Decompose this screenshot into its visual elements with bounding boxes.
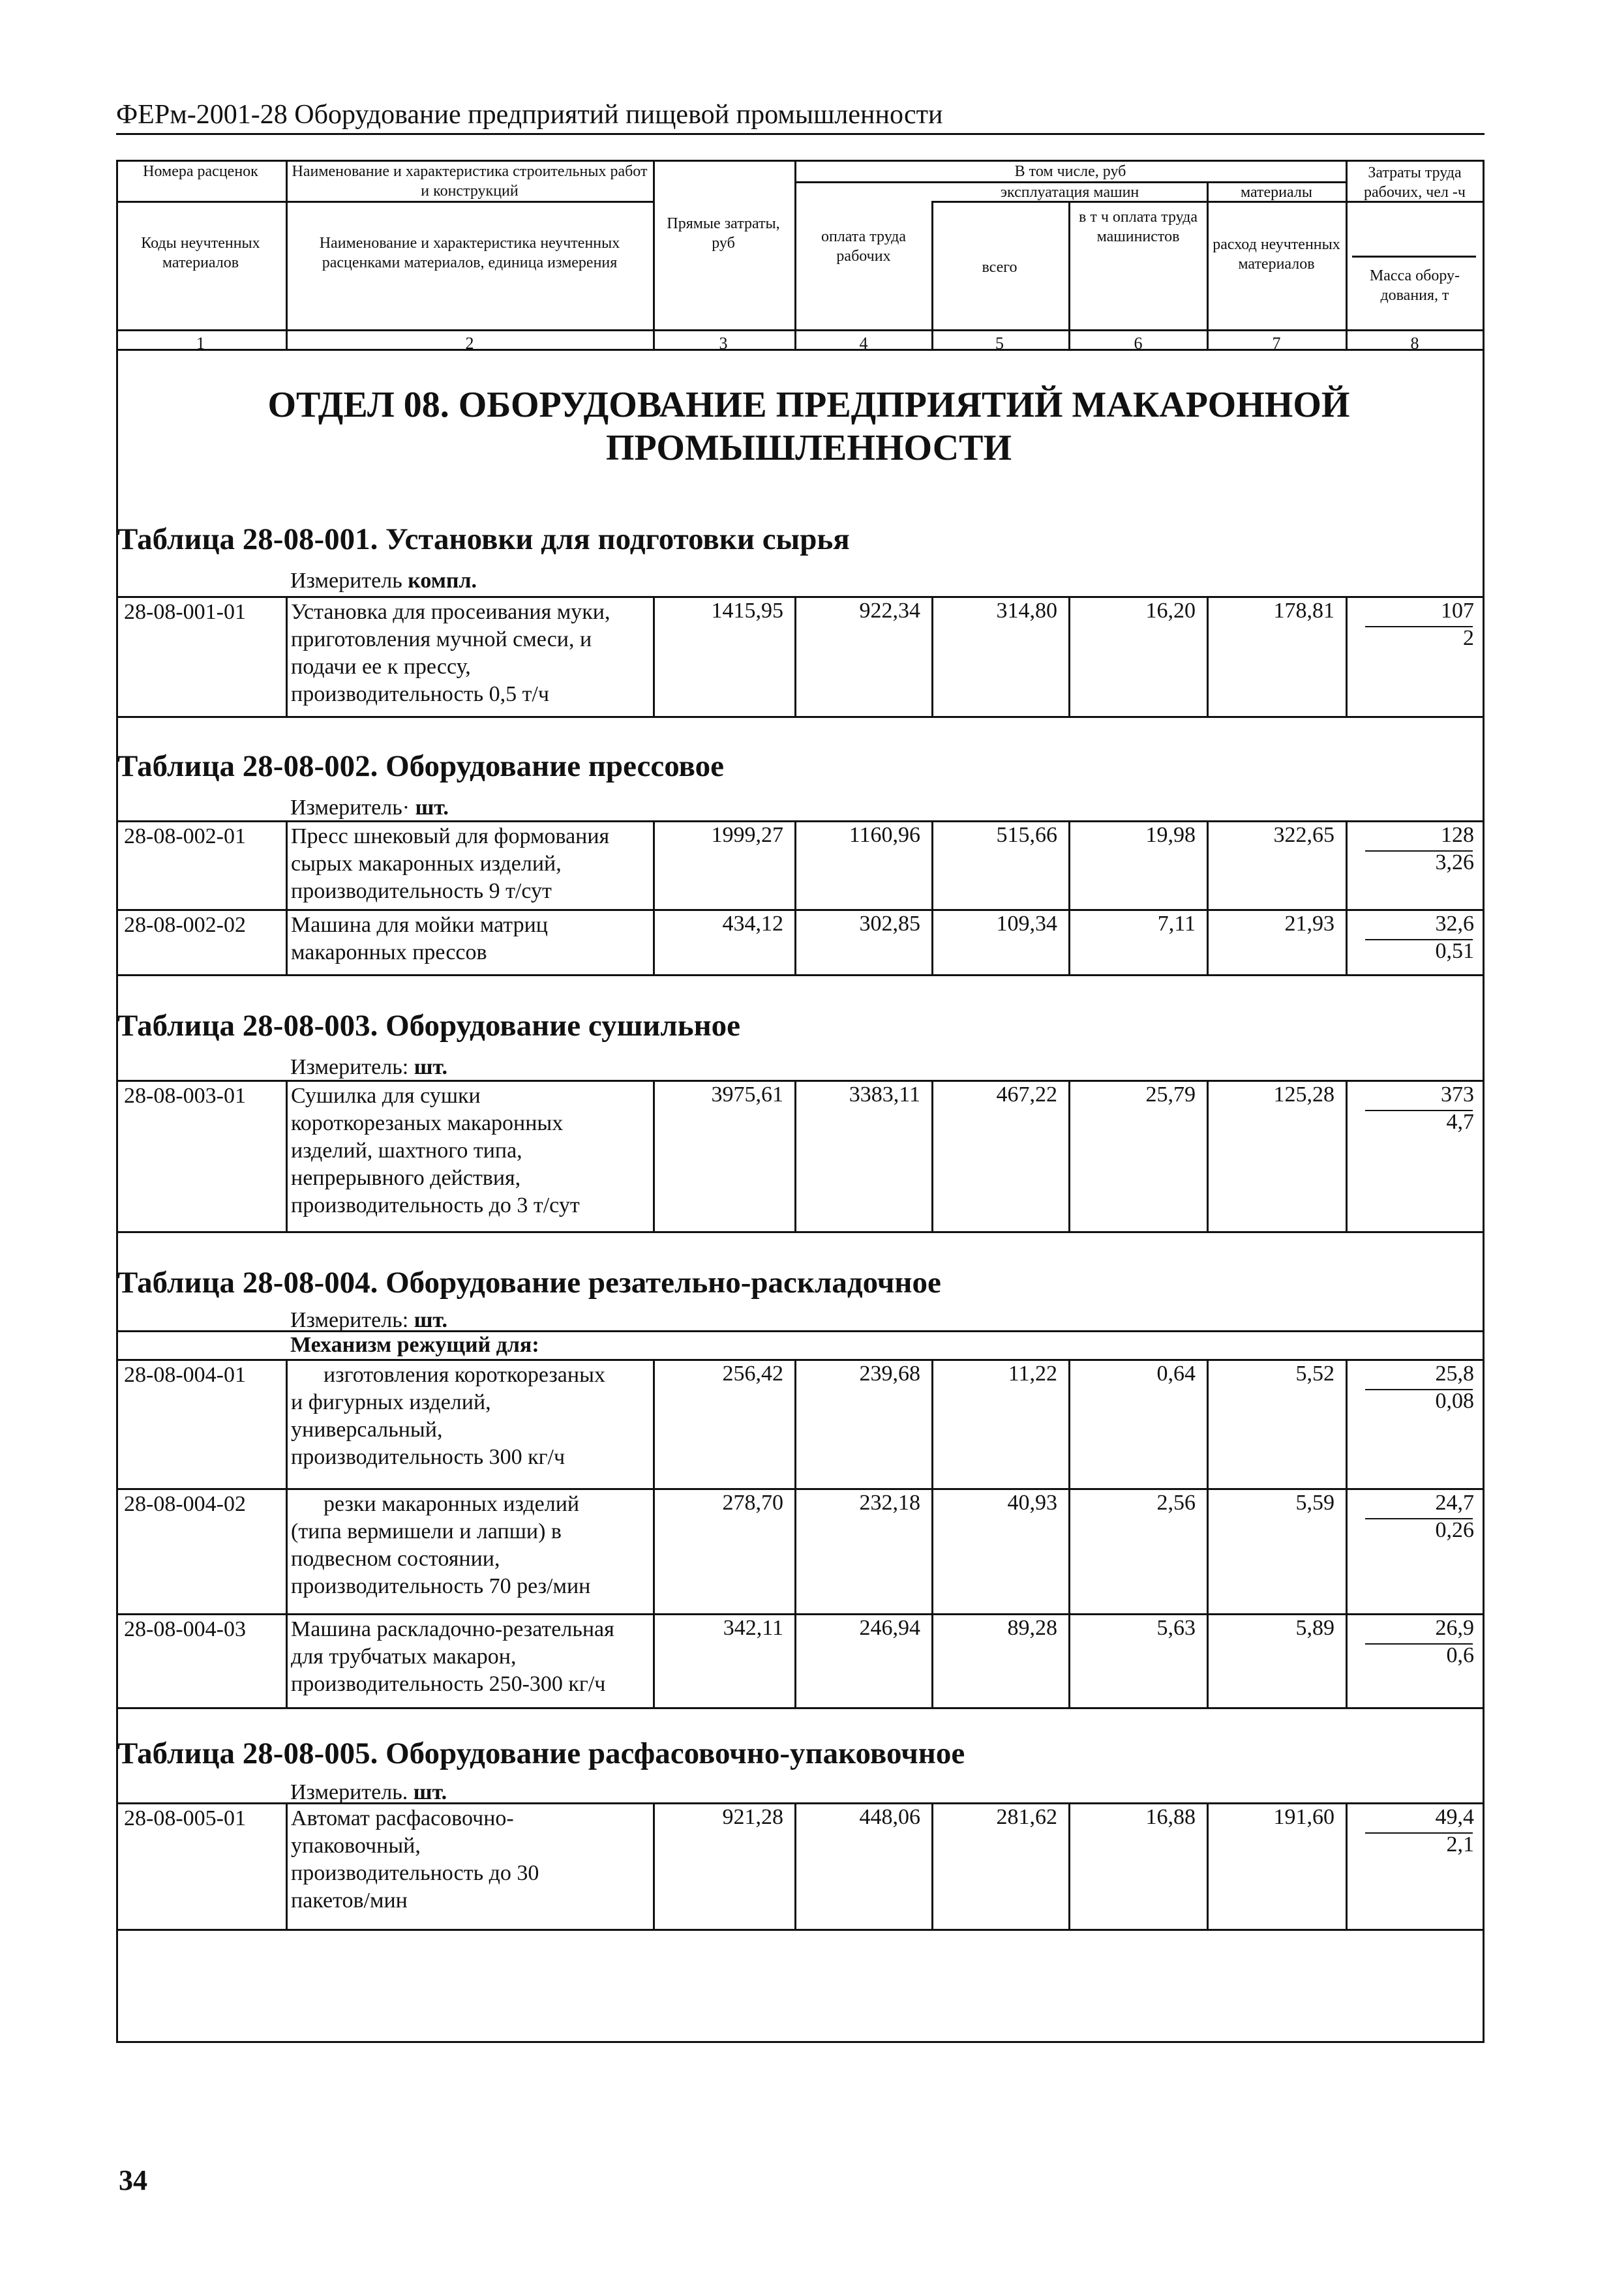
column-line	[1068, 1080, 1070, 1231]
header-mass: Масса обору-дования, т	[1369, 267, 1460, 304]
value-labor-hours: 49,4	[1435, 1805, 1474, 1829]
unit-value: шт.	[415, 796, 449, 820]
unit-label	[290, 1055, 447, 1080]
column-line	[1068, 1613, 1070, 1707]
col-number-5: 5	[995, 334, 1004, 353]
work-name-line: Пресс шнековый для формования	[291, 824, 610, 848]
value-mass: 3,26	[1435, 850, 1474, 874]
work-name-line: резки макаронных изделий	[324, 1492, 580, 1516]
value-mach: 11,22	[1008, 1362, 1057, 1386]
column-line	[286, 1802, 288, 1929]
value-mach: 314,80	[996, 599, 1057, 623]
value-direct: 921,28	[722, 1805, 783, 1829]
work-name-line: сырых макаронных изделий,	[291, 852, 562, 876]
value-labor: 246,94	[859, 1616, 920, 1640]
unit-label	[290, 1308, 447, 1333]
subheading: Механизм режущий для:	[290, 1333, 539, 1357]
value-mach-labor: 0,64	[1156, 1362, 1196, 1386]
table-title: Таблица 28-08-005. Оборудование расфасовочно-упаковочное	[117, 1737, 965, 1770]
value-materials: 322,65	[1273, 823, 1334, 847]
value-materials: 21,93	[1284, 912, 1334, 936]
value-labor: 448,06	[859, 1805, 920, 1829]
rule-line	[117, 596, 1483, 598]
work-name-line: подачи ее к прессу,	[291, 655, 471, 679]
work-name-line: производительность 0,5 т/ч	[291, 682, 549, 706]
column-line	[1346, 1080, 1348, 1231]
value-labor: 922,34	[859, 599, 920, 623]
value-labor-hours: 32,6	[1435, 912, 1474, 936]
column-line	[286, 1488, 288, 1613]
column-line	[794, 820, 796, 909]
work-name	[291, 912, 656, 966]
value-direct: 1415,95	[711, 599, 783, 623]
work-name-line: Автомат расфасовочно-	[291, 1806, 514, 1830]
value-materials: 191,60	[1273, 1805, 1334, 1829]
value-materials: 125,28	[1273, 1082, 1334, 1107]
value-labor-hours: 373	[1441, 1082, 1474, 1107]
page-header: ФЕРм-2001-28 Оборудование предприятий пищевой промышленности	[116, 98, 1485, 135]
work-name-line: производительность 70 рез/мин	[291, 1574, 591, 1598]
unit-caption: Измеритель:	[290, 1308, 414, 1332]
value-mass: 2	[1463, 626, 1474, 650]
unit-value: шт.	[414, 1055, 448, 1079]
work-name-line: короткорезаных макаронных	[291, 1111, 564, 1135]
rule-line	[117, 1231, 1483, 1233]
column-line	[1207, 1080, 1209, 1231]
column-line	[1207, 596, 1209, 716]
value-mass: 0,51	[1435, 939, 1474, 963]
work-name-line: и фигурных изделий,	[291, 1390, 491, 1414]
table-title: Таблица 28-08-003. Оборудование сушильное	[117, 1009, 741, 1043]
work-name	[291, 599, 656, 708]
value-mass: 0,08	[1435, 1389, 1474, 1413]
department-title: ОТДЕЛ 08. ОБОРУДОВАНИЕ ПРЕДПРИЯТИЙ МАКАРОННОЙ ПРОМЫШЛЕННОСТИ	[267, 385, 1350, 468]
work-name-line: макаронных прессов	[291, 940, 487, 964]
value-mach-labor: 25,79	[1145, 1082, 1196, 1107]
col-number-6: 6	[1134, 334, 1143, 353]
value-mach: 515,66	[996, 823, 1057, 847]
header-codes-bottom: Коды неучтенных материалов	[141, 235, 260, 271]
unit-caption: Измеритель	[290, 569, 408, 593]
column-line	[286, 1080, 288, 1231]
header-direct: Прямые затраты, руб	[667, 215, 780, 252]
rate-code: 28-08-002-01	[124, 824, 246, 848]
value-mach: 89,28	[1007, 1616, 1057, 1640]
value-materials: 5,52	[1295, 1362, 1334, 1386]
value-labor-hours: 24,7	[1435, 1491, 1474, 1515]
value-mach-labor: 19,98	[1145, 823, 1196, 847]
work-name-line: непрерывного действия,	[291, 1166, 521, 1190]
col-number-4: 4	[859, 334, 868, 353]
work-name	[291, 823, 656, 905]
rule-line	[117, 1613, 1483, 1615]
header-name-top: Наименование и характеристика строительных работ и конструкций	[292, 163, 648, 200]
work-name-line: пакетов/мин	[291, 1888, 408, 1913]
unit-caption: Измеритель.	[290, 1780, 414, 1804]
column-line	[1346, 909, 1348, 974]
value-mach-labor: 16,88	[1145, 1805, 1196, 1829]
col-number-3: 3	[719, 334, 728, 353]
column-line	[794, 909, 796, 974]
unit-caption: Измеритель·	[290, 796, 415, 820]
rule-line	[117, 329, 1483, 331]
work-name-line: Установка для просеивания муки,	[291, 600, 611, 624]
work-name-line: Машина раскладочно-резательная	[291, 1617, 614, 1641]
column-line	[1346, 1488, 1348, 1613]
unit-value: шт.	[413, 1780, 447, 1804]
unit-value: компл.	[408, 569, 477, 593]
work-name-line: производительность 250-300 кг/ч	[291, 1672, 606, 1696]
column-line	[931, 596, 933, 716]
column-line	[1068, 909, 1070, 974]
work-name-line: Машина для мойки матриц	[291, 913, 548, 937]
column-line	[1346, 596, 1348, 716]
column-line	[1068, 596, 1070, 716]
column-line	[1207, 909, 1209, 974]
table-title: Таблица 28-08-001. Установки для подготовки сырья	[117, 522, 850, 556]
header-materials: материалы	[1240, 184, 1312, 201]
header-codes-top: Номера расценок	[143, 163, 258, 180]
value-materials: 5,89	[1295, 1616, 1334, 1640]
column-line	[1068, 1359, 1070, 1488]
work-name-line: для трубчатых макарон,	[291, 1645, 517, 1669]
rate-code: 28-08-002-02	[124, 913, 246, 937]
value-mach: 467,22	[996, 1082, 1057, 1107]
value-mach-labor: 2,56	[1156, 1491, 1196, 1515]
column-line	[931, 909, 933, 974]
work-name-line: универсальный,	[291, 1418, 443, 1442]
rate-code: 28-08-005-01	[124, 1806, 246, 1830]
work-name-line: Сушилка для сушки	[291, 1084, 481, 1108]
col-number-8: 8	[1410, 334, 1419, 353]
value-mach: 281,62	[996, 1805, 1057, 1829]
column-line	[1207, 1359, 1209, 1488]
value-labor-hours: 26,9	[1435, 1616, 1474, 1640]
column-line	[1346, 1802, 1348, 1929]
rate-code: 28-08-004-03	[124, 1617, 246, 1641]
column-line	[1346, 1613, 1348, 1707]
work-name-line: производительность до 30	[291, 1861, 539, 1885]
value-direct: 278,70	[722, 1491, 783, 1515]
work-name-line: (типа вермишели и лапши) в	[291, 1519, 562, 1543]
value-mach: 109,34	[996, 912, 1057, 936]
header-mach-labor: в т ч оплата труда машинистов	[1079, 209, 1198, 245]
rule-line	[117, 716, 1483, 718]
column-line	[794, 596, 796, 716]
value-labor: 302,85	[859, 912, 920, 936]
header-group-incl: В том числе, руб	[1014, 163, 1126, 180]
header-mach-total: всего	[982, 259, 1018, 276]
column-line	[1207, 1613, 1209, 1707]
value-mach: 40,93	[1007, 1491, 1057, 1515]
work-name-line: изготовления короткорезаных	[324, 1363, 605, 1387]
rule-line	[117, 1359, 1483, 1361]
rule-line	[117, 201, 653, 203]
column-line	[286, 1359, 288, 1488]
table-title: Таблица 28-08-002. Оборудование прессовое	[117, 749, 724, 783]
value-labor: 239,68	[859, 1362, 920, 1386]
column-line	[931, 820, 933, 909]
value-direct: 342,11	[723, 1616, 783, 1640]
value-mach-labor: 5,63	[1156, 1616, 1196, 1640]
header-labor: оплата труда рабочих	[821, 228, 907, 265]
value-direct: 3975,61	[711, 1082, 783, 1107]
value-mass: 0,26	[1435, 1518, 1474, 1542]
column-line	[794, 1802, 796, 1929]
rate-code: 28-08-004-01	[124, 1363, 246, 1387]
header-unacc-materials: расход неучтенных материалов	[1213, 236, 1340, 273]
work-name	[291, 1082, 656, 1219]
column-line	[286, 909, 288, 974]
column-line	[286, 596, 288, 716]
table-title: Таблица 28-08-004. Оборудование резательно-раскладочное	[117, 1266, 941, 1300]
column-line	[1068, 1488, 1070, 1613]
rule-line	[117, 1080, 1483, 1082]
unit-label	[290, 796, 449, 820]
work-name-line: подвесном состоянии,	[291, 1547, 500, 1571]
work-name-line: производительность 9 т/сут	[291, 879, 552, 903]
work-name	[291, 1616, 656, 1698]
value-labor-hours: 107	[1441, 599, 1474, 623]
column-line	[794, 1613, 796, 1707]
work-name-line: производительность 300 кг/ч	[291, 1445, 565, 1469]
col-number-1: 1	[196, 334, 205, 353]
value-direct: 1999,27	[711, 823, 783, 847]
header-group-mach: эксплуатация машин	[1000, 184, 1139, 201]
rule-line	[117, 1488, 1483, 1490]
value-mass: 2,1	[1446, 1832, 1474, 1856]
column-line	[931, 1613, 933, 1707]
column-line	[794, 1488, 796, 1613]
rule-line	[117, 1929, 1483, 1931]
rate-code: 28-08-001-01	[124, 600, 246, 624]
value-materials: 178,81	[1273, 599, 1334, 623]
col-number-7: 7	[1272, 334, 1281, 353]
work-name-line: производительность до 3 т/сут	[291, 1193, 580, 1217]
value-labor-hours: 25,8	[1435, 1362, 1474, 1386]
page-number: 34	[119, 2164, 147, 2196]
unit-value: шт.	[414, 1308, 448, 1332]
work-name	[291, 1362, 656, 1471]
value-labor: 1160,96	[849, 823, 920, 847]
work-name	[291, 1491, 656, 1600]
rule-line	[117, 909, 1483, 911]
column-line	[931, 1802, 933, 1929]
value-materials: 5,59	[1295, 1491, 1334, 1515]
column-line	[1068, 820, 1070, 909]
column-line	[286, 1613, 288, 1707]
column-line	[1207, 820, 1209, 909]
rule-line	[117, 1707, 1483, 1709]
rate-code: 28-08-004-02	[124, 1492, 246, 1516]
column-line	[931, 1488, 933, 1613]
work-name-line: приготовления мучной смеси, и	[291, 627, 592, 651]
value-direct: 256,42	[722, 1362, 783, 1386]
value-direct: 434,12	[722, 912, 783, 936]
header-name-bottom: Наименование и характеристика неучтенных расценками материалов, единица измерения	[319, 235, 620, 271]
column-line	[931, 1359, 933, 1488]
column-line	[931, 1080, 933, 1231]
column-line	[1346, 820, 1348, 909]
value-mach-labor: 16,20	[1145, 599, 1196, 623]
work-name	[291, 1805, 656, 1915]
rule-line	[117, 974, 1483, 976]
work-name-line: изделий, шахтного типа,	[291, 1139, 522, 1163]
column-line	[794, 1080, 796, 1231]
unit-label	[290, 1780, 447, 1805]
unit-caption: Измеритель:	[290, 1055, 414, 1079]
column-line	[1346, 1359, 1348, 1488]
rate-code: 28-08-003-01	[124, 1084, 246, 1108]
column-line	[794, 1359, 796, 1488]
work-name-line: упаковочный,	[291, 1834, 421, 1858]
value-labor-hours: 128	[1441, 823, 1474, 847]
header-labor-hours: Затраты труда рабочих, чел -ч	[1364, 164, 1466, 201]
rule-line	[1352, 256, 1476, 258]
rule-line	[117, 820, 1483, 822]
column-line	[1207, 1802, 1209, 1929]
value-mach-labor: 7,11	[1157, 912, 1196, 936]
value-mass: 4,7	[1446, 1110, 1474, 1134]
col-number-2: 2	[465, 334, 474, 353]
column-line	[653, 160, 655, 349]
column-line	[1068, 1802, 1070, 1929]
value-mass: 0,6	[1446, 1643, 1474, 1667]
column-line	[1207, 1488, 1209, 1613]
value-labor: 3383,11	[849, 1082, 920, 1107]
value-labor: 232,18	[859, 1491, 920, 1515]
column-line	[286, 820, 288, 909]
unit-label	[290, 569, 477, 593]
